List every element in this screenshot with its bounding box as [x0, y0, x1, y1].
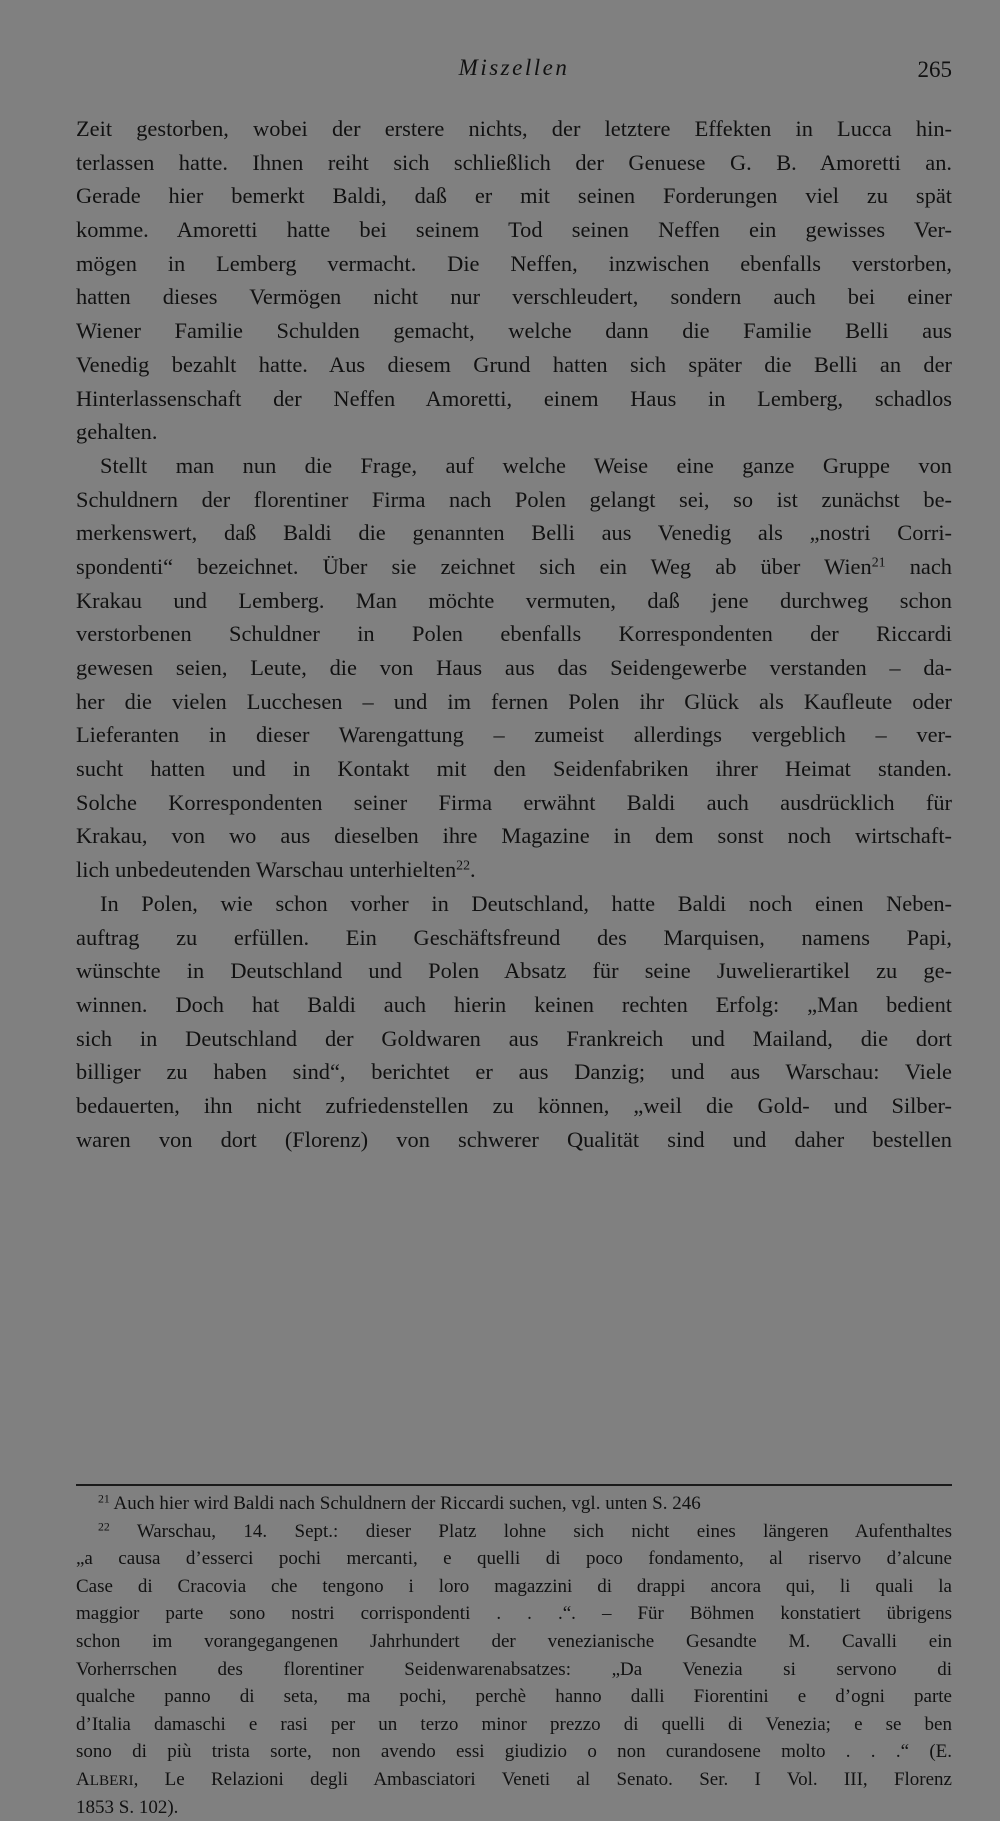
body-text — [76, 112, 952, 1156]
footnote-number: 21 — [98, 1492, 110, 1506]
text-line: Solche Korrespondenten seiner Firma erwähnt Baldi auch ausdrücklich für — [76, 789, 952, 815]
footnotes — [76, 1490, 952, 1821]
footnote-line: maggior parte sono nostri corrispondenti . . .“. – Für Böhmen konstatiert übrigens — [76, 1603, 952, 1625]
footnote-21 — [76, 1490, 952, 1518]
footnote-line: Vorherrschen des florentiner Seidenwarenabsatzes: „Da Venezia si servono di — [76, 1658, 952, 1680]
text-segment: . — [470, 857, 476, 883]
footnote-line: „a causa d’esserci pochi mercanti, e quelli di poco fondamento, al riservo d’alcune — [76, 1548, 952, 1570]
text-segment: lich unbedeutenden Warschau unterhielten — [76, 857, 457, 883]
text-line: sich in Deutschland der Goldwaren aus Frankreich und Mailand, die dort — [76, 1025, 952, 1051]
text-line: gehalten. — [76, 419, 158, 445]
text-line: Gerade hier bemerkt Baldi, daß er mit seinen Forderungen viel zu spät — [76, 183, 952, 209]
text-line: waren von dort (Florenz) von schwerer Qualität sind und daher bestellen — [76, 1126, 952, 1152]
text-line: wünschte in Deutschland und Polen Absatz für seine Juwelierartikel zu ge- — [76, 958, 952, 984]
text-line: merkenswert, daß Baldi die genannten Belli aus Venedig als „nostri Corri- — [76, 520, 952, 546]
text-line: terlassen hatte. Ihnen reiht sich schließlich der Genuese G. B. Amoretti an. — [76, 149, 952, 175]
footnote-22 — [76, 1518, 952, 1546]
text-line: Krakau, von wo aus dieselben ihre Magazine in dem sonst noch wirtschaft- — [76, 823, 952, 849]
footnote-line: Case di Cracovia che tengono i loro magazzini di drappi ancora qui, li quali la — [76, 1575, 952, 1597]
text-line: bedauerten, ihn nicht zufriedenstellen zu können, „weil die Gold- und Silber- — [76, 1092, 952, 1118]
text-line-with-footnote-ref — [76, 550, 952, 584]
text-line: Venedig bezahlt hatte. Aus diesem Grund hatten sich später die Belli an der — [76, 351, 952, 377]
text-line: komme. Amoretti hatte bei seinem Tod seinen Neffen ein gewisses Ver- — [76, 217, 952, 243]
footnote-number: 22 — [98, 1520, 110, 1534]
page-header — [76, 55, 952, 91]
text-line: Hinterlassenschaft der Neffen Amoretti, einem Haus in Lemberg, schadlos — [76, 385, 952, 411]
footnote-text: , Le Relazioni degli Ambasciatori Veneti al Senato. Ser. I Vol. III, Florenz — [133, 1768, 952, 1790]
text-line: gewesen seien, Leute, die von Haus aus das Seidengewerbe verstanden – da- — [76, 655, 952, 680]
text-line: Krakau und Lemberg. Man möchte vermuten, daß jene durchweg schon — [76, 587, 952, 613]
text-line: Schuldnern der florentiner Firma nach Polen gelangt sei, so ist zunächst be- — [76, 486, 952, 512]
page-number: 265 — [917, 57, 952, 82]
footnote-line: d’Italia damaschi e rasi per un terzo minor prezzo di quelli di Venezia; e se ben — [76, 1713, 952, 1735]
text-line: billiger zu haben sind“, berichtet er aus Danzig; und aus Warschau: Viele — [76, 1059, 952, 1085]
text-line: winnen. Doch hat Baldi auch hierin keinen rechten Erfolg: „Man bedient — [76, 991, 952, 1017]
footnote-text: Auch hier wird Baldi nach Schuldnern der Riccardi suchen, vgl. unten S. 246 — [113, 1493, 701, 1514]
text-line: verstorbenen Schuldner in Polen ebenfalls Korrespondenten der Riccardi — [76, 621, 952, 647]
text-line: Stellt man nun die Frage, auf welche Weise eine ganze Gruppe von — [100, 452, 952, 478]
text-segment: nach — [885, 553, 952, 579]
footnote-line — [76, 1766, 952, 1794]
text-line: auftrag zu erfüllen. Ein Geschäftsfreund des Marquisen, namens Papi, — [76, 924, 952, 950]
footnote-line: qualche panno di seta, ma pochi, perchè hanno dalli Fiorentini e d’ogni parte — [76, 1686, 952, 1708]
footnote-ref-21[interactable]: 21 — [871, 555, 886, 571]
author-name: ALBERI — [76, 1768, 134, 1790]
footnote-line: 1853 S. 102). — [76, 1796, 179, 1818]
footnote-line: schon im vorangegangenen Jahrhundert der venezianische Gesandte M. Cavalli ein — [76, 1630, 952, 1652]
footnote-ref-22[interactable]: 22 — [456, 858, 471, 874]
text-line-with-footnote-ref — [76, 853, 952, 887]
text-line: Wiener Familie Schulden gemacht, welche dann die Familie Belli aus — [76, 318, 952, 344]
text-line: sucht hatten und in Kontakt mit den Seidenfabriken ihrer Heimat standen. — [76, 756, 952, 782]
footnote-line: sono di più trista sorte, non avendo essi giudizio o non curandosene molto . . .“ (E. — [76, 1741, 952, 1763]
text-segment: spondenti“ bezeichnet. Über sie zeichnet sich ein Weg ab über Wien — [76, 553, 872, 579]
text-line: mögen in Lemberg vermacht. Die Neffen, inzwischen ebenfalls verstorben, — [76, 250, 952, 276]
running-title: Miszellen — [458, 55, 570, 80]
text-line: Lieferanten in dieser Warengattung – zumeist allerdings vergeblich – ver- — [76, 722, 952, 748]
text-line: hatten dieses Vermögen nicht nur verschleudert, sondern auch bei einer — [76, 284, 952, 310]
text-line: Zeit gestorben, wobei der erstere nichts, der letztere Effekten in Lucca hin- — [76, 116, 952, 141]
text-line: her die vielen Lucchesen – und im fernen Polen ihr Glück als Kaufleute oder — [76, 688, 952, 714]
footnote-text: Warschau, 14. Sept.: dieser Platz lohne sich nicht eines längeren Aufenthaltes — [136, 1520, 952, 1542]
text-line: In Polen, wie schon vorher in Deutschland, hatte Baldi noch einen Neben- — [100, 890, 952, 916]
footnote-divider — [76, 1484, 952, 1486]
